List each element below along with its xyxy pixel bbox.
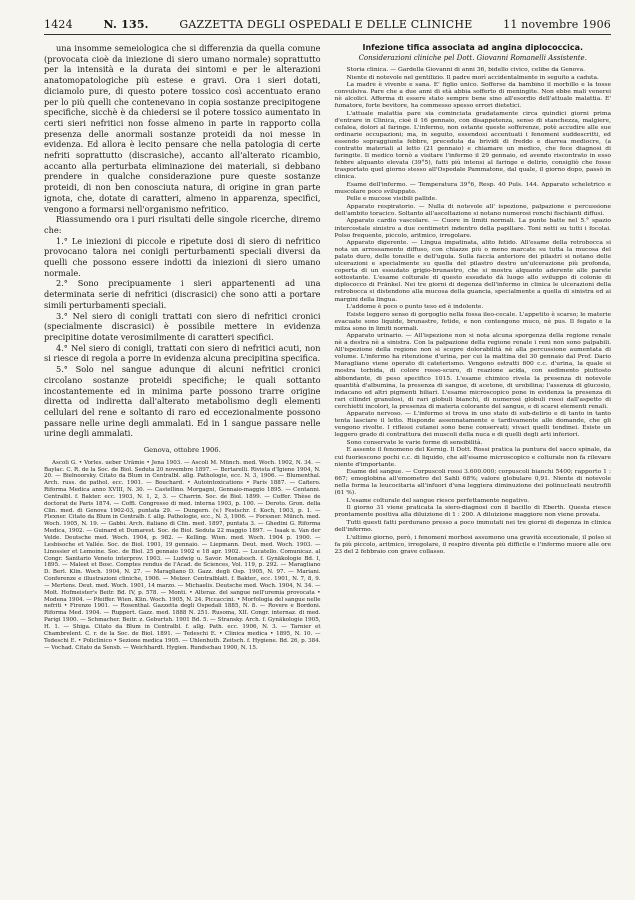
right-paragraph: L'attuale malattia pare sia cominciata gradatamente circa quindici giorni prima d'entrare in Clinica, cioè il 16 gennaio, con disappetenza, senso di stanchezza, malgiere, cefalea, dolori al faringe. L'infermo, non ostante queste sofferenze, potè accudire alle sue ordinarie occupazioni; ma, in seguito, essendosi accentuati i fenomeni suddescritti, ed essendo sopraggiunta febbre, preceduta da brividi di freddo e diarrea mediocre, (a contratto materiali al letto (21 gennaio) e chiamare un medico, che fece diagnosi di faringite. Il medico tornò a visitare l'infermo il 29 gennaio, ed avendo riscontrato in esso febbre alquanto elevata (39°5), fatti più intensi al faringe e delirio, consigliò che fosse trasportato quel giorno stesso all'Ospedale Pammatone, dal quale, il giorno dopo, passò in clinica. [334, 109, 611, 181]
right-paragraph: L'addome è poco o punto teso ed è indolente. [346, 303, 484, 311]
header-issue-number: N. 135. [103, 18, 149, 31]
left-paragraph: 1.° Le iniezioni di piccole e ripetute dosi di siero di nefritico provocano talora nei conigli perturbamenti speciali diversi da quelli che possono essere indotti da iniezioni di siero umano normale. [44, 235, 321, 278]
right-paragraph: Sono conservate le varie forme di sensibilità. [346, 438, 483, 446]
references [44, 460, 321, 652]
columns [44, 43, 611, 651]
header-date: 11 novembre 1906 [503, 18, 611, 31]
right-paragraph: La madre è vivente e sana. E' figlio unico. Sofferse da bambino il morbillo e la tosse convulsiva. Pare che a due anni di età abbia sofferto di meningite. Non ebbe mali venerei nè alcolici. Afferma di essere stato sempre bene sino all'esordio dell'attuale malattia. E' fumatore, forte bevitore, ha commesso spesso errori dietetici. [334, 81, 611, 110]
right-paragraph: Apparato digerente. — Lingua impatinata, alito fetido. All'esame della retrobocca si nota un arrossamento diffuso, con chiazze più o meno marcate su tutta la mucosa del palato duro, delle tonsille e dell'ugula. Sulla faccia anteriore dei pilastri si notano delle ulcerazioni e specialmente su quella del pilastro destro un'ulcerazione più profonda, coperta di un essudato grigio-brunastro, che si mostra alquanto aderente alle parete sottostante. L'esame colturale di questo essudato dà luogo allo sviluppo di colonie di diplococco di Fränkel. Nei tre giorni di degenza dell'infermo in clinica le ulcerazioni della retrobocca si distendono alla mucosa della guancia, specialmente a quella di sinistra ed ai margini della lingua. [334, 239, 611, 303]
right-paragraph: Storia clinica. — Gardella Giovanni di anni 36, bidello civico, celibe da Genova. [346, 66, 586, 73]
left-paragraph: 4.° Nel siero di conigli, trattati con siero di nefritici acuti, non si riesce di regola a porre in evidenza alcuna precipitina specifica. [44, 342, 321, 364]
left-column [44, 43, 321, 651]
left-paragraph: Riassumendo ora i puri risultati delle singole ricerche, diremo che: [44, 214, 321, 235]
right-paragraph: E assente il fenomeno del Kernig. Il Dott. Rossi pratica la puntura del sacco spinale, da cui fuoriescono pochi c.c. di liquido, che all'esame microscopico e colturale non fa rilevare niente d'importante. [334, 446, 611, 468]
left-paragraph: 3.° Nel siero di conigli trattati con siero di nefritici cronici (specialmente discrasici) è possibile mettere in evidenza precipitine dotate verosimilmente di caratteri specifici. [44, 310, 321, 342]
right-paragraph: Esame dell'infermo. — Temperatura 39°6, Resp. 40 Puls. 144. Apparato scheletrico e muscolare poco sviluppato. [334, 180, 611, 195]
right-paragraph: Esame del sangue. — Corpuscoli rossi 3.600.000; corpuscoli bianchi 5400; rapporto 1 : 667; emoglobina all'emometro del Sahli 68%; valore globulare 0,91. Niente di notevole nella forma la leucocitaria all'infuori d'una leggiera diminuzione dei polinucleati neutrofili (61 %). [334, 468, 611, 497]
left-paragraph: 5.° Solo nel sangue adunque di alcuni nefritici cronici circolano sostanze proteidi specifiche; le quali sottanto incostantemente ed in minima parte possono trarre origine diretta od indiretta dall'alterato metabolismo degli elementi cellulari del rene e soltanto di raro ed eccezionalmente possono passare nelle urine degli ammalati. Ed in 1 sangue passare nelle urine degli ammalati. [44, 364, 321, 439]
header-page-number: 1424 [44, 18, 73, 31]
right-paragraph: L'esame colturale del sangue riesce perfettamente negativo. [346, 496, 530, 504]
article-title: Infezione tifica associata ad angina diplococcica. [362, 43, 584, 52]
right-paragraph: Apparato urinario. — All'ispezione non si nota alcuna sporgenza della regione renale nè a destra nè a sinistra. Con la palpazione della regione renale i reni non sono palpabili. All'ispezione della regione non si scopre dolorabilità nè alla percussione aumentata di volume. L'infermo ha ritenzione d'urina, per cui la mattina del 30 gennaio dal Prof. Dario Maragliano viene operato di cateterismo. Vengono estratti 800 c.c. d'urina, la quale si mostra torbida, di colore rosso-scuro, di reazione acida, con sedimento piuttosto abbondante, di peso specifico 1015. L'esame chimico rivela la presenza di notevole quantità d'albumina, la presenza di sangue, di acetone, di urobilina; l'assenza di glucosio, indacano ed altri pigmenti biliari. L'esame microscopico pone in evidenza la presenza di rari cilindri granulosi, di rari globuli bianchi, di numerosi globuli rossi dall'aspetto di cerchietti incolori, la presenza di materia colorante del sangue, e di scarsi elementi renali. [334, 332, 611, 410]
left-paragraph: una insomme semeiologica che si differenzia da quella comune (provocata cioè da iniezione di siero umano normale) soprattutto per la intensità e la durata dei sintomi e per le alterazioni anatomopatologiche più estese e gravi. Ora i sieri dotati, diciamolo pure, di questo potere tossico così accentuato erano per lo più quelli che contenevano in copia sostanze precipitogene specifiche, sicchè è da chiedersi se il potere tossico aumentato in certi sieri nefritici non fosse almeno in parte in rapporto colla presenza delle anormali sostanze proteidi da noi messe in evidenza. Ed allora è lecito pensare che nella patologia di certe nefriti soprattutto (discrasiche), accanto all'alterato ricambio, accanto alla perturbata eliminazione dei materiali, si debbano prendere in qualche considerazione pure queste sostanze proteidi, di non ben conosciuta natura, di origine in gran parte ignota, che, dotate di caratteri, almeno in apparenza, specifici, vengono a formarsi nell'organismo nefritico. [44, 43, 321, 214]
article-subtitle: Considerazioni cliniche pel Dott. Giovanni Romanelli Assistente. [358, 53, 587, 62]
right-paragraph: Apparato nervoso. — L'infermo si trova in uno stato di sub-delirio e di tanto in tanto tenta lasciare il letto. Risponde assennatamente e tardivamente alle domande, che gli vengono rivolte. I riflessi cutanei sono bene conservati; vivaci quelli tendinei. Esiste un leggero grado di contrattura dei muscoli della nuca e di quelli degli arti inferiori. [334, 410, 611, 439]
right-column [335, 43, 612, 651]
header-journal-title: GAZZETTA DEGLI OSPEDALI E DELLE CLINICHE [179, 18, 473, 31]
references-text: Ascoli G. • Vorles. ueber Urämie • Jena 1903. — Ascoli M. Münch. med. Woch. 1902, N. 34. — Baylac. C. R. de la Soc. de Biol. Seduta 20 novembre 1897. — Bertarelli. Rivista d'Igiene 1904, N. 20. — Bielnoorsky. Citato da Blum in Centralbl. allg. Pathologie, ecc. N. 3, 1906. — Blumenthal. Arch. russ. de pathol. ecc. 1901. — Bouchard. • Autointoxications • Paris 1887. — Cafiero. Riforma Medica anno XVIII, N. 30. — Castellino. Morgagni, Gennaio-maggio 1895. — Centanni. Centralbl. f. Bakter. ecc. 1903, N. 1, 2, 3. — Charrin. Soc. de Biol. 1899. — Coffer. Thèse de doctorat de Paris 1874. — Coffi. Congresso di med. interna 1903, p. 100. — Deroto. Gron. della Clin. med. di Genova 1902-03, puntata 29. — Dungern. (v.) Festschr. f. Koch, 1903, p. 1. — Flexner. Citato da Blum in Centralb. f. allg. Pathologie, ecc., N. 3, 1906. — Forssner. Münch. med. Woch. 1905, N. 19. — Gabbi. Arch. italiano di Clin. med. 1897, puntata 3. — Ghedini G. Riforma Medica, 1902. — Guinard et Dumarest. Soc. de Biol. Seduta 22 maggio 1897. — Isaak u. Van der Velde. Deutsche med. Woch. 1904, p. 982. — Kelling. Wien. med. Woch. 1904 p. 1900. — Lesbisoche et Vallée. Soc. de Biol. 1901, 19 gennaio. — Liepmann. Deut. med. Woch. 1903. — Linossier et Lemoine. Soc. de Biol. 25 gennaio 1902 e 18 apr. 1902. — Lucatello. Comunicaz. al Congr. Sanitario Veneto interprov. 1903. — Ludwig u. Savor. Monatssch. f. Gynäkologie Bd. I, 1895. — Maleet et Bosc. Comptes rendus de l'Acad. de Sciences, Vol. 119, p. 292. — Maragliano D. Berl. Klin. Woch. 1904, N. 27. — Maragliano D. Gazz. degli Osp. 1905, N. 97. — Mariani. Conferenze e illustrazioni cliniche, 1906. — Melzer. Centralblatt. f. Bakter., ecc. 1901, N. 7, 8, 9. — Mertens. Deut. med. Woch. 1901, 14 marzo. — Michaelis. Deutsche med. Woch. 1904, N. 34. — Molt. Hofmeister's Beitr. Bd. IV, p. 578. — Monti. • Alteraz. del sangue nell'uremia provocata • Modena 1904. — Pfeiffer. Wien. Klin. Woch. 1905, N. 24. Piccaccini. • Morfologia del sangue nelle nefriti • Firenze 1901. — Rosenthal. Gazzetta degli Ospedali 1885, N. 8. — Rovere e Bordoni. Riforma Med. 1904. — Ruppert. Gazz. med. 1888 N. 251. Rusoma, XII. Congr. internaz. di med. Parigi 1900. — Schmacher. Beitr. z. Geburtsh. 1901 Bd. 5. — Stransky. Arch. f. Gynäkologie 1905, H. 1. — Shiga. Citato da Blum in Centralbl. f. allg. Path. ecc. 1906, N. 3. — Tarnier et Chambrelent. C. r. de la Soc. de Biol. 1891. — Tedeschi E. • Clinica medica • 1895, N. 10. — Tedeschi E. • Policlinico • Sezione medica 1905. — Uhlenhuth. Zeitsch. f. Hygiene. Bd. 26, p. 384. — Vochad. Citato da Sensb. — Weichhardt. Hygien. Rundschau 1900, N. 15. [44, 459, 321, 651]
right-paragraph: Il giorno 31 viene praticata la siero-diagnosi con il bacillo di Eberth. Questa riesce prontamente positiva alla diluizione di 1 : 200. A diluizione maggiore non viene provata. [334, 504, 611, 519]
right-paragraph: Niente di notevole nel gentilizio. Il padre morì accidentalmente in seguito a caduta. [346, 73, 599, 81]
right-paragraph: Pelle e mucose visibili pallide. [346, 195, 437, 203]
page-header [44, 18, 611, 35]
right-paragraph: Esiste leggero senso di gorgoglio nella fossa ileo-cecale. L'appetito è scarso; le materie evacuate sono liquide, brunastre, fetide, e non contengono muco, nè pus. Il fegato e la milza sono in limiti normali. [334, 310, 611, 332]
place-date: Genova, ottobre 1906. [143, 446, 221, 455]
right-paragraph: Tutti questi fatti perdurano presso a poco immutati nei tre giorni di degenza in clinica dell'infermo. [334, 518, 611, 533]
right-paragraph: Apparato respiratorio. — Nulla di notevole all' ispezione, palpazione e percussione dell'ambito toracico. Soltanto all'ascoltazione si notano numerosi ronchi fischianti diffusi. [334, 202, 611, 217]
right-paragraph: Apparato cardio vascolare. — Cuore in limiti normali. La punte batte nel 5.° spazio intercostale sinistro a due centimetri indentro della papillare. Toni netti su tutti i focolai. Polso frequente, piccolo, aritmico, irregolare. [334, 217, 611, 239]
right-paragraph: L'ultimo giorno, però, i fenomeni morbosi assumono una gravità eccezionale, il polso si fa più piccolo, aritmico, irregolare, il respiro diventa più difficile e l'infermo muore alle ore 23 del 2 febbraio con grave collasso. [334, 533, 611, 555]
left-paragraph: 2.° Sono precipuamente i sieri appartenenti ad una determinata serie di nefritici (discrasici) che sono atti a portare simili perturbamenti speciali. [44, 278, 321, 310]
